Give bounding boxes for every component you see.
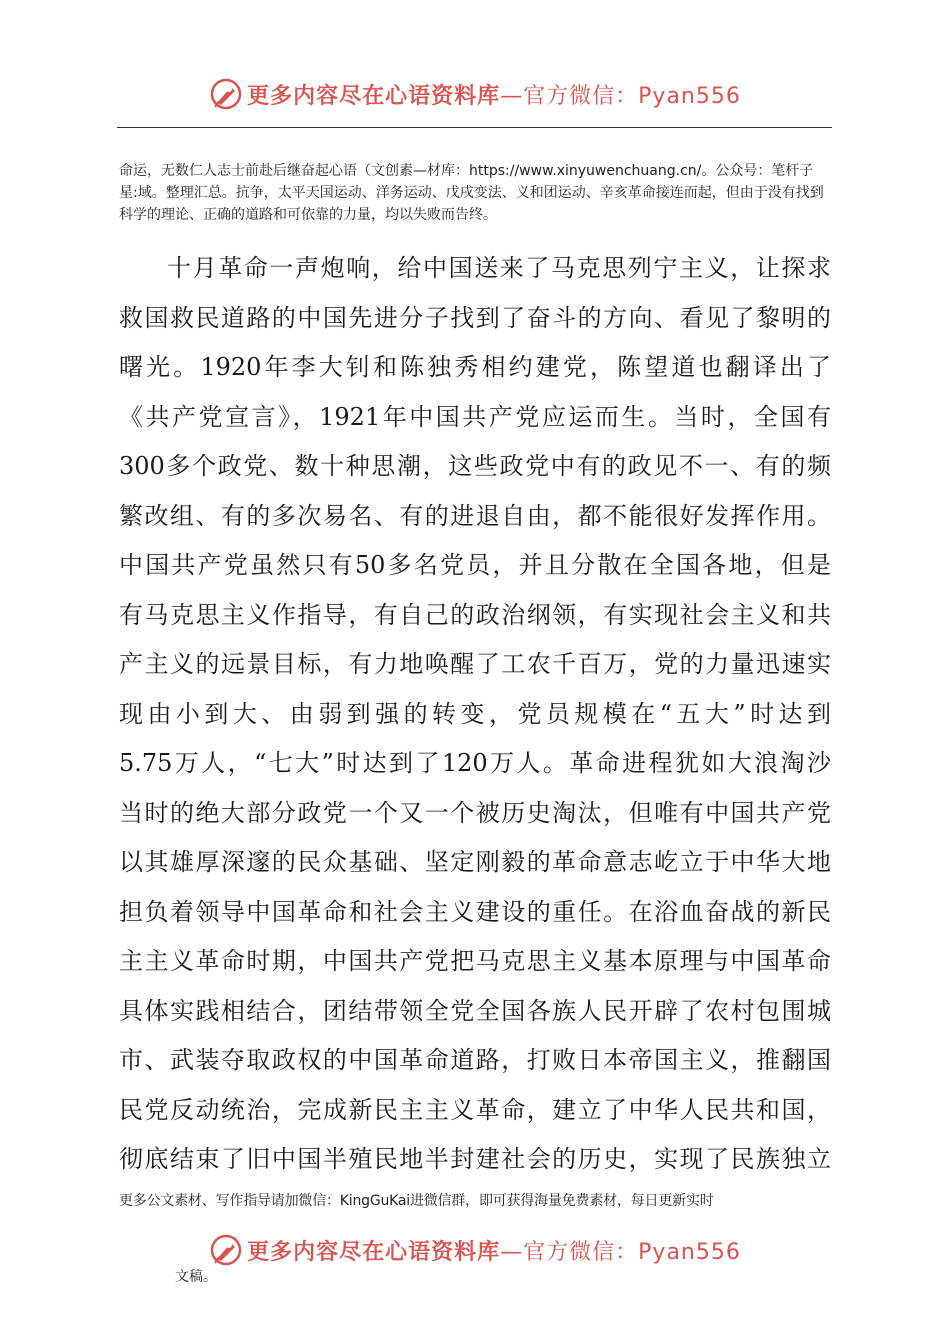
- body-line: 主主义革命时期，中国共产党把马克思主义基本原理与中国革命: [119, 947, 831, 975]
- body-line: 5.75万人，“七大”时达到了120万人。革命进程犹如大浪淘沙: [119, 749, 831, 777]
- bottom-banner: [0, 1230, 950, 1270]
- body-line: 300多个政党、数十种思潮，这些政党中有的政见不一、有的频: [119, 452, 831, 480]
- banner-title: 更多内容尽在心语资料库—官方微信：Pyan556: [247, 83, 741, 109]
- banner-title: 更多内容尽在心语资料库—官方微信：Pyan556: [247, 1239, 741, 1265]
- body-line: 具体实践相结合，团结带领全党全国各族人民开辟了农村包围城: [119, 996, 831, 1025]
- top-banner: [0, 74, 950, 114]
- body-line: 有马克思主义作指导，有自己的政治纲领，有实现社会主义和共: [119, 600, 831, 629]
- body-line: 产主义的远景目标，有力地唤醒了工农千百万，党的力量迅速实: [119, 650, 831, 678]
- body-line: 救国救民道路的中国先进分子找到了奋斗的方向、看见了黎明的: [119, 303, 831, 332]
- body-line: 市、武装夺取政权的中国革命道路，打败日本帝国主义，推翻国: [119, 1046, 831, 1074]
- footer-note: 更多公文素材、写作指导请加微信：KingGuKai进微信群，即可获得海量免费素材，每日更新实时: [119, 1193, 714, 1209]
- pen-nib-logo-icon: [209, 1233, 243, 1267]
- body-line: 十月革命一声炮响，给中国送来了马克思列宁主义，让探求: [167, 254, 831, 282]
- body-line: 民党反动统治，完成新民主主义革命，建立了中华人民共和国，: [119, 1095, 831, 1124]
- body-line: 担负着领导中国革命和社会主义建设的重任。在浴血奋战的新民: [119, 897, 831, 926]
- pen-nib-logo-icon: [209, 77, 243, 111]
- header-rule: [117, 127, 832, 128]
- body-line: 现由小到大、由弱到强的转变，党员规模在“五大”时达到: [119, 699, 831, 728]
- footer-tail: 文稿。: [175, 1269, 217, 1285]
- body-line: 中国共产党虽然只有50多名党员，并且分散在全国各地，但是: [119, 551, 831, 579]
- body-text: [119, 244, 831, 1184]
- body-line: 《共产党宣言》，1921年中国共产党应运而生。当时，全国有: [119, 402, 831, 431]
- body-line: 当时的绝大部分政党一个又一个被历史淘汰，但唯有中国共产党: [119, 798, 831, 827]
- body-line: 繁改组、有的多次易名、有的进退自由，都不能很好发挥作用。: [119, 501, 831, 530]
- body-line: 以其雄厚深邃的民众基础、坚定刚毅的革命意志屹立于中华大地: [119, 848, 831, 876]
- body-line: 曙光。1920年李大钊和陈独秀相约建党，陈望道也翻译出了: [119, 353, 831, 381]
- header-note: 命运，无数仁人志士前赴后继奋起心语（文创素—材库：https://www.xinyuwenchuang.cn/。公众号：笔杆子星:域。整理汇总。抗争，太平天国运动、洋务运动、戊戌变法、义和团运动、辛亥革命接连而起，但由于没有找到科学的理论、正确的道路和可依靠的力量，均以失败而告终。: [119, 163, 824, 223]
- body-line: 彻底结束了旧中国半殖民地半封建社会的历史，实现了民族独立: [119, 1145, 831, 1173]
